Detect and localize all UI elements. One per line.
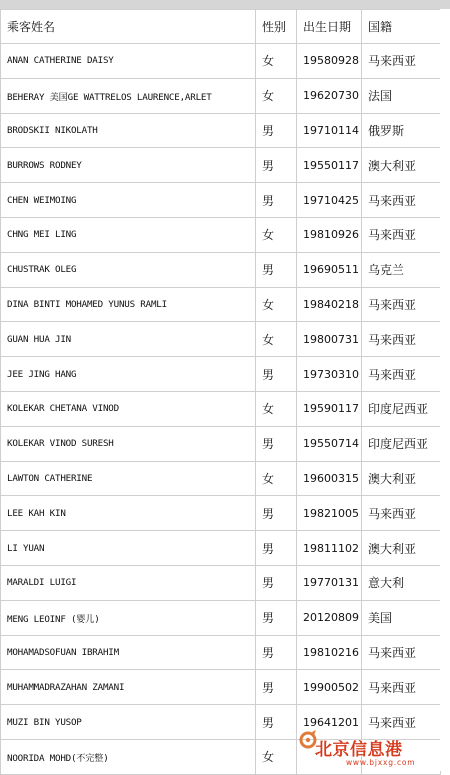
- sex-cell: 男: [256, 148, 297, 183]
- header-sex: 性别: [256, 10, 297, 44]
- passenger-name-cell: CHUSTRAK OLEG: [1, 252, 256, 287]
- passenger-name-cell: CHNG MEI LING: [1, 217, 256, 252]
- nationality-cell: 马来西亚: [362, 322, 441, 357]
- passenger-name-cell: GUAN HUA JIN: [1, 322, 256, 357]
- table-row: [1, 600, 441, 635]
- passenger-name-cell: LEE KAH KIN: [1, 496, 256, 531]
- passenger-name-cell: BURROWS RODNEY: [1, 148, 256, 183]
- nationality-cell: 马来西亚: [362, 357, 441, 392]
- nationality-cell: 马来西亚: [362, 705, 441, 740]
- nationality-cell: 马来西亚: [362, 287, 441, 322]
- passenger-name-cell: ANAN CATHERINE DAISY: [1, 44, 256, 79]
- passenger-name-cell: MUHAMMADRAZAHAN ZAMANI: [1, 670, 256, 705]
- dob-cell: 20120809: [297, 600, 362, 635]
- passenger-name-cell: LAWTON CATHERINE: [1, 461, 256, 496]
- passenger-name-cell: MARALDI LUIGI: [1, 565, 256, 600]
- nationality-cell: 澳大利亚: [362, 531, 441, 566]
- sex-cell: 女: [256, 287, 297, 322]
- sex-cell: 男: [256, 565, 297, 600]
- sex-cell: 男: [256, 183, 297, 218]
- passenger-name-cell: MUZI BIN YUSOP: [1, 705, 256, 740]
- nationality-cell: 马来西亚: [362, 496, 441, 531]
- sex-cell: 女: [256, 461, 297, 496]
- header-nationality: 国籍: [362, 10, 441, 44]
- passenger-name-cell: MOHAMADSOFUAN IBRAHIM: [1, 635, 256, 670]
- watermark-url: www.bjxxg.com: [346, 758, 416, 767]
- table-row: [1, 461, 441, 496]
- sex-cell: 男: [256, 670, 297, 705]
- header-dob: 出生日期: [297, 10, 362, 44]
- table-row: [1, 44, 441, 79]
- passenger-name-cell: MENG LEOINF (婴儿): [1, 600, 256, 635]
- dob-cell: 19550117: [297, 148, 362, 183]
- nationality-cell: 印度尼西亚: [362, 426, 441, 461]
- table-row: [1, 252, 441, 287]
- table-row: [1, 426, 441, 461]
- dob-cell: 19900502: [297, 670, 362, 705]
- nationality-cell: 乌克兰: [362, 252, 441, 287]
- passenger-name-cell: BEHERAY 美国GE WATTRELOS LAURENCE,ARLET: [1, 78, 256, 113]
- nationality-cell: 马来西亚: [362, 217, 441, 252]
- dob-cell: 19550714: [297, 426, 362, 461]
- passenger-table: [0, 9, 441, 775]
- passenger-name-cell: JEE JING HANG: [1, 357, 256, 392]
- table-row: [1, 391, 441, 426]
- dob-cell: 19620730: [297, 78, 362, 113]
- watermark: [298, 727, 448, 771]
- right-margin: [440, 9, 450, 771]
- passenger-name-cell: BRODSKII NIKOLATH: [1, 113, 256, 148]
- dob-cell: 19641201: [297, 705, 362, 740]
- sex-cell: 男: [256, 635, 297, 670]
- nationality-cell: 马来西亚: [362, 183, 441, 218]
- table-row: [1, 287, 441, 322]
- sex-cell: 男: [256, 600, 297, 635]
- sex-cell: 男: [256, 357, 297, 392]
- sex-cell: 女: [256, 217, 297, 252]
- passenger-name-cell: CHEN WEIMOING: [1, 183, 256, 218]
- nationality-cell: 马来西亚: [362, 44, 441, 79]
- passenger-name-cell: KOLEKAR CHETANA VINOD: [1, 391, 256, 426]
- passenger-name-cell: LI YUAN: [1, 531, 256, 566]
- sex-cell: 男: [256, 496, 297, 531]
- nationality-cell: 澳大利亚: [362, 461, 441, 496]
- dob-cell: 19730310: [297, 357, 362, 392]
- passenger-name-cell: KOLEKAR VINOD SURESH: [1, 426, 256, 461]
- dob-cell: 19590117: [297, 391, 362, 426]
- passenger-name-cell: NOORIDA MOHD(不完整): [1, 739, 256, 774]
- table-row: [1, 531, 441, 566]
- table-row: [1, 670, 441, 705]
- nationality-cell: 马来西亚: [362, 670, 441, 705]
- sex-cell: 女: [256, 322, 297, 357]
- nationality-cell: 意大利: [362, 565, 441, 600]
- table-row: [1, 496, 441, 531]
- sex-cell: 男: [256, 705, 297, 740]
- header-row: [1, 10, 441, 44]
- dob-cell: 19810926: [297, 217, 362, 252]
- table-row: [1, 322, 441, 357]
- dob-cell: 19840218: [297, 287, 362, 322]
- nationality-cell: 俄罗斯: [362, 113, 441, 148]
- sex-cell: 女: [256, 44, 297, 79]
- passenger-name-cell: DINA BINTI MOHAMED YUNUS RAMLI: [1, 287, 256, 322]
- table-row: [1, 113, 441, 148]
- nationality-cell: 澳大利亚: [362, 148, 441, 183]
- dob-cell: 19710425: [297, 183, 362, 218]
- table-row: [1, 148, 441, 183]
- nationality-cell: 马来西亚: [362, 635, 441, 670]
- dob-cell: 19821005: [297, 496, 362, 531]
- dob-cell: 19580928: [297, 44, 362, 79]
- watermark-title: 北京信息港: [315, 740, 403, 760]
- sex-cell: 女: [256, 739, 297, 774]
- dob-cell: 19600315: [297, 461, 362, 496]
- sex-cell: 女: [256, 78, 297, 113]
- sex-cell: 男: [256, 113, 297, 148]
- table-row: [1, 183, 441, 218]
- header-name: 乘客姓名: [1, 10, 256, 44]
- sex-cell: 女: [256, 391, 297, 426]
- sex-cell: 男: [256, 531, 297, 566]
- dob-cell: 19690511: [297, 252, 362, 287]
- table-row: [1, 635, 441, 670]
- nationality-cell: 美国: [362, 600, 441, 635]
- table-row: [1, 78, 441, 113]
- table-row: [1, 217, 441, 252]
- dob-cell: 19811102: [297, 531, 362, 566]
- dob-cell: 19810216: [297, 635, 362, 670]
- nationality-cell: 印度尼西亚: [362, 391, 441, 426]
- table-row: [1, 565, 441, 600]
- dob-cell: 19770131: [297, 565, 362, 600]
- table-row: [1, 357, 441, 392]
- dob-cell: 19800731: [297, 322, 362, 357]
- nationality-cell: 法国: [362, 78, 441, 113]
- sex-cell: 男: [256, 426, 297, 461]
- dob-cell: 19710114: [297, 113, 362, 148]
- sex-cell: 男: [256, 252, 297, 287]
